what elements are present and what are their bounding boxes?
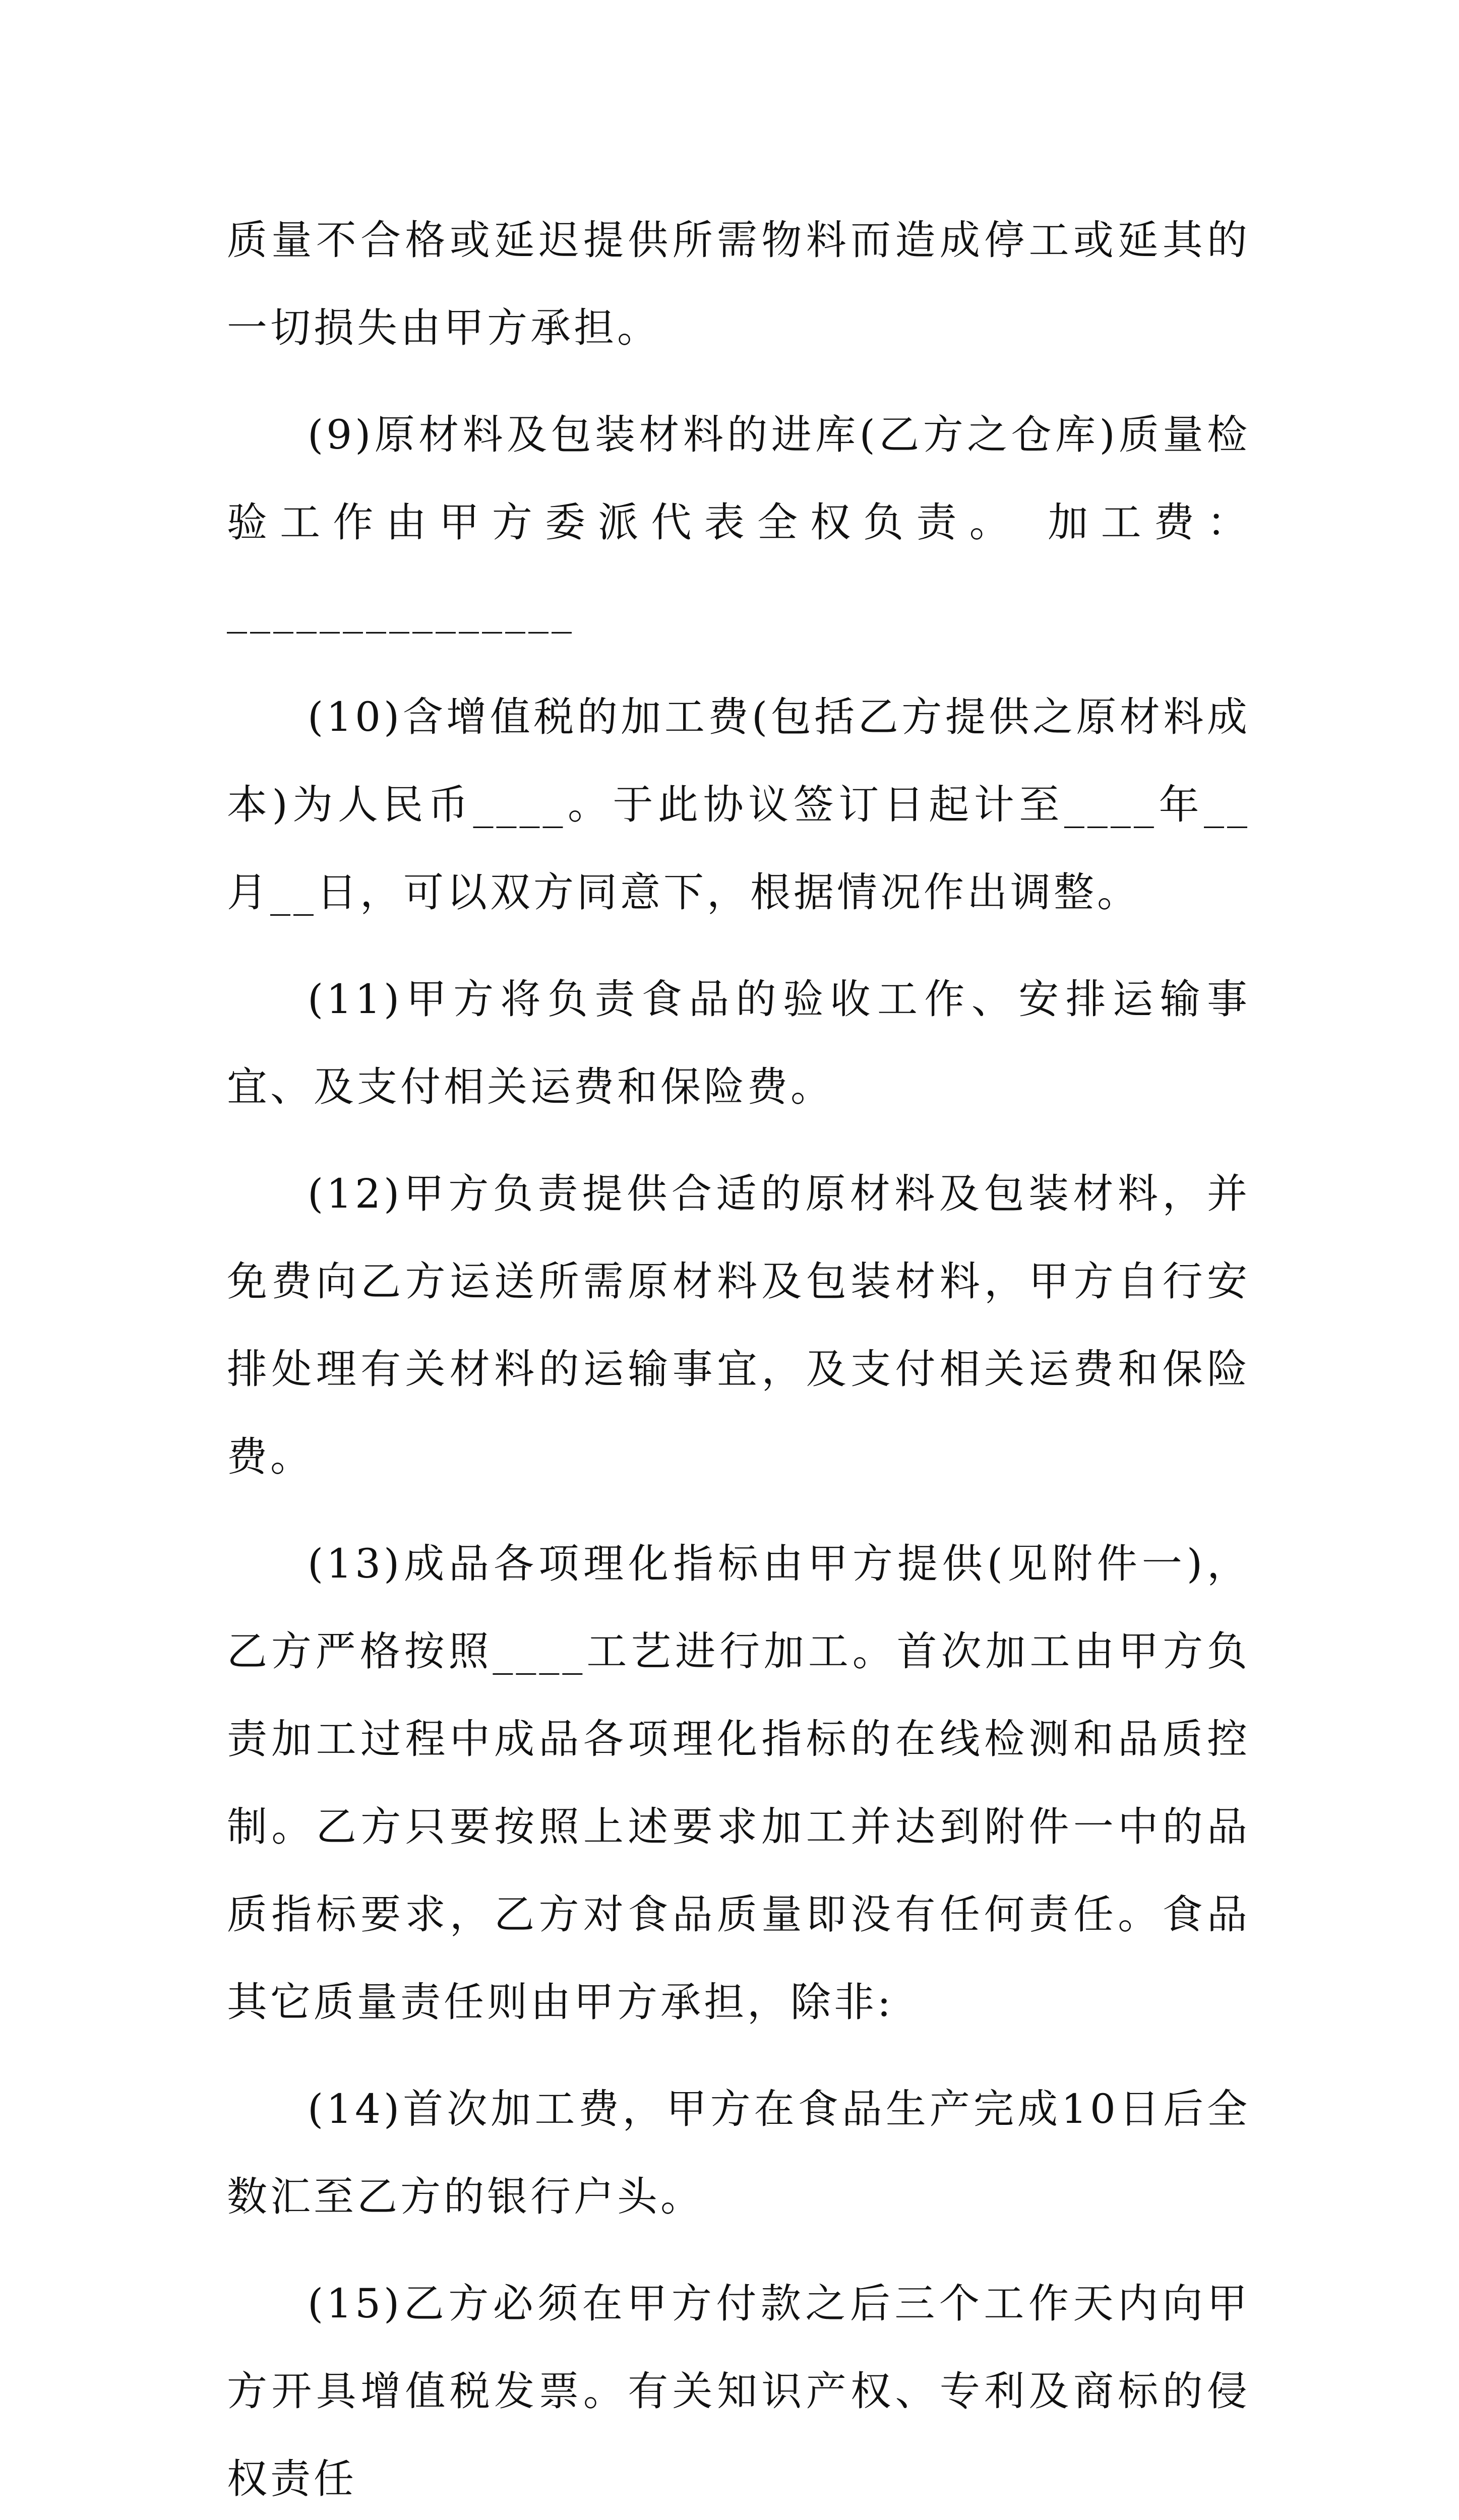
clause-14: (14)首次加工费，甲方在食品生产完成10日后全数汇至乙方的银行户头。 [227, 2086, 1250, 2220]
paragraph-continuation: 质量不合格或延迟提供所需物料而造成停工或延其的一切损失由甲方承担。 [227, 217, 1250, 351]
clause-12: (12)甲方负责提供合适的原材料及包装材料，并免费向乙方运送所需原材料及包装材料，甲方自行安排处理有关材料的运输事宜，及支付相关运费和保险费。 [227, 1170, 1250, 1480]
clause-10: (10)含增值税的加工费(包括乙方提供之原材料成本)为人民币____。于此协议签订日起计至____年__月__日，可以双方同意下，根据情况作出调整。 [227, 694, 1250, 916]
clause-11: (11)甲方将负责食品的验收工作、安排运输事宜、及支付相关运费和保险费。 [227, 976, 1250, 1110]
clause-9: (9)原材料及包装材料的进库(乙方之仓库)质量检验工作由甲方委派代表全权负责。 加工费：_______________ [227, 411, 1250, 634]
clause-13: (13)成品各项理化指标由甲方提供(见附件一)，乙方严格按照____工艺进行加工。首次加工由甲方负责加工过程中成品各项理化指标的在线检测和品质控制。乙方只要按照上述要求加工并达到附件一中的品质指标要求，乙方对食品质量即没有任何责任。食品其它质量责任则由甲方承担，除非: [227, 1540, 1250, 2026]
document-page [227, 197, 1250, 2520]
clause-15: (15)乙方必须在甲方付款之后三个工作天内向甲方开具增值税发票。有关知识产权、专利及商标的侵权责任 [227, 2280, 1250, 2502]
